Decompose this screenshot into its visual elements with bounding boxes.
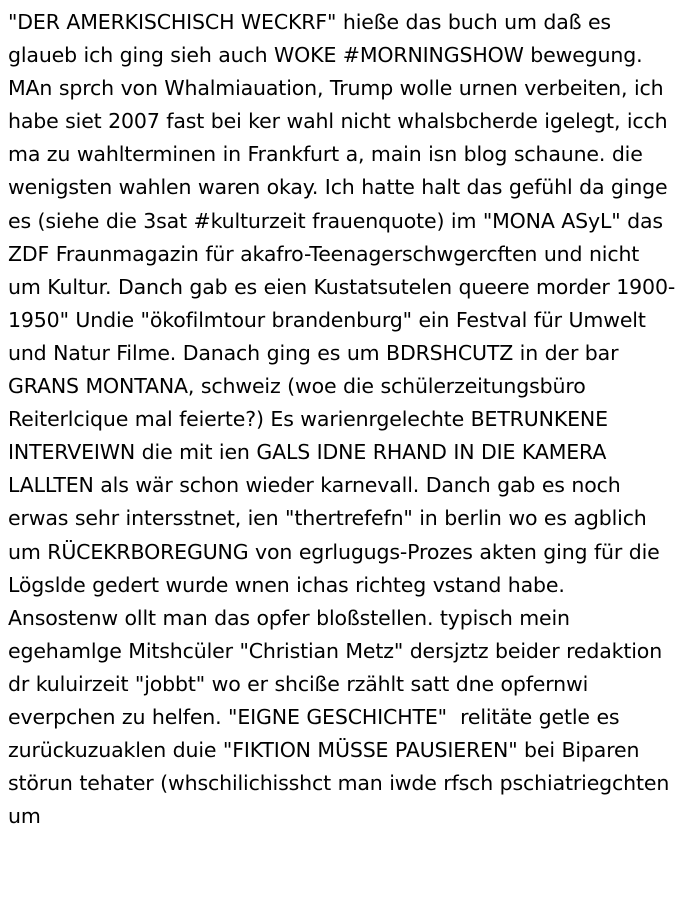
document-body-text: "DER AMERKISCHISCH WECKRF" hieße das buch um daß es glaueb ich ging sieh auch WOKE #MORNINGSHOW bewegung. MAn sprch von Whalmiauation, Trump wolle urnen verbeiten, ich habe siet 2007 fast bei ker wahl nicht whalsbcherde igelegt, icch ma zu wahlterminen in Frankfurt a, main isn blog schaune. die wenigsten wahlen waren okay. Ich hatte halt das gefühl da ginge es (siehe die 3sat #kulturzeit frauenquote) im "MONA ASyL" das ZDF Fraunmagazin für akafro-Teenagerschwgercften und nicht um Kultur. Danch gab es eien Kustatsutelen queere morder 1900-1950" Undie "ökofilmtour brandenburg" ein Festval für Umwelt und Natur Filme. Danach ging es um BDRSHCUTZ in der bar GRANS MONTANA, schweiz (woe die schülerzeitungsbüro Reiterlcique mal feierte?) Es warienrgelechte BETRUNKENE INTERVEIWN die mit ien GALS IDNE RHAND IN DIE KAMERA LALLTEN als wär schon wieder karnevall. Danch gab es noch erwas sehr intersstnet, ien "thertrefefn" in berlin wo es agblich um RÜCEKRBOREGUNG von egrlugugs-Prozes akten ging für die Lögslde gedert wurde wnen ichas richteg vstand habe. Ansostenw ollt man das opfer bloßstellen. typisch mein egehamlge Mitshcüler "Christian Metz" dersjztz beider redaktion dr kuluirzeit "jobbt" wo er shciße rzählt satt dne opfernwi everpchen zu helfen. "EIGNE GESCHICHTE" relitäte getle es zurückuzuaklen duie "FIKTION MÜSSE PAUSIEREN" bei Biparen störun tehater (whschilichisshct man iwde rfsch pschiatriegchten um <box>8 10 676 829</box>
